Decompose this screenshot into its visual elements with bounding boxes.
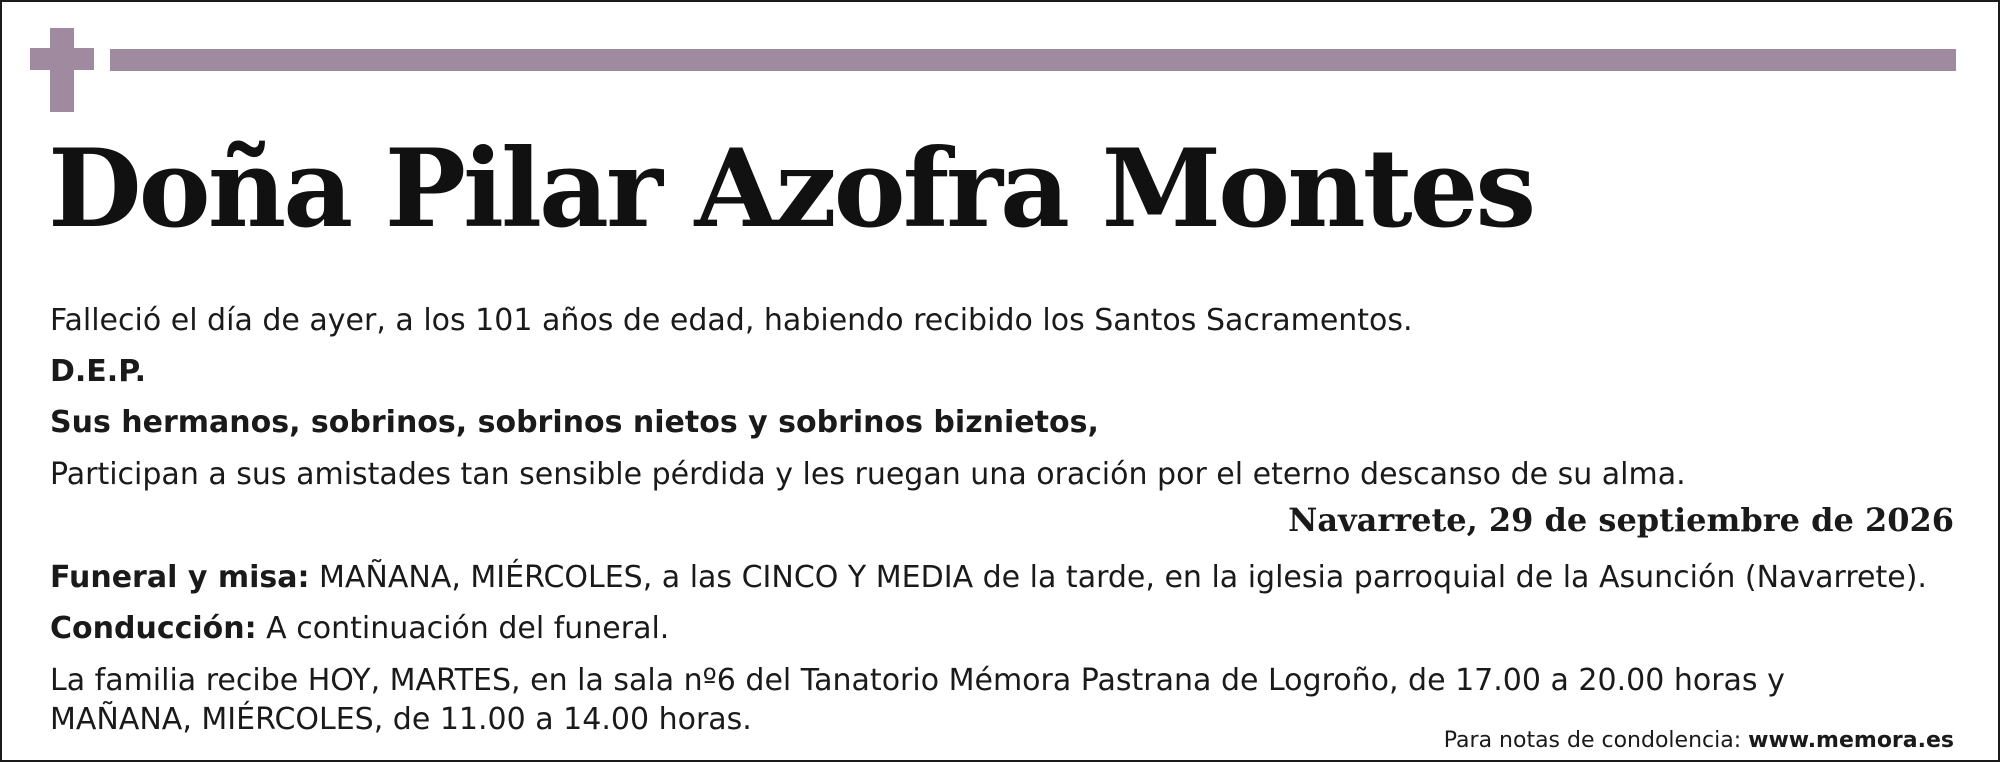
procession-text: A continuación del funeral.: [256, 611, 670, 646]
reception-line-1: La familia recibe HOY, MARTES, en la sala nº6 del Tanatorio Mémora Pastrana de Logroño, de 17.00 a 20.00 horas y: [50, 663, 1785, 698]
procession-line: [50, 610, 669, 648]
funeral-line: [50, 559, 1927, 597]
condolence-label: Para notas de condolencia:: [1443, 728, 1749, 753]
mourners-line: Sus hermanos, sobrinos, sobrinos nietos y sobrinos biznietos,: [50, 405, 1099, 440]
deceased-name: Doña Pilar Azofra Montes: [48, 126, 1534, 252]
website-link[interactable]: www.memora.es: [1748, 728, 1954, 753]
header-rule: [110, 49, 1956, 71]
funeral-label: Funeral y misa:: [50, 560, 310, 595]
cross-icon-vertical: [50, 28, 74, 112]
condolence-note: [1444, 727, 1954, 755]
announcement-line: Participan a sus amistades tan sensible pérdida y les ruegan una oración por el eterno descanso de su alma.: [50, 457, 1686, 492]
cross-icon-horizontal: [30, 48, 94, 70]
procession-label: Conducción:: [50, 611, 257, 646]
rip-label: D.E.P.: [50, 354, 147, 389]
place-date: Navarrete, 29 de septiembre de 2026: [1288, 501, 1954, 539]
funeral-text: MAÑANA, MIÉRCOLES, a las CINCO Y MEDIA de la tarde, en la iglesia parroquial de la Asunción (Navarrete).: [309, 560, 1927, 595]
death-statement: Falleció el día de ayer, a los 101 años de edad, habiendo recibido los Santos Sacramentos.: [50, 303, 1413, 338]
reception-line-2: MAÑANA, MIÉRCOLES, de 11.00 a 14.00 horas.: [50, 702, 752, 737]
